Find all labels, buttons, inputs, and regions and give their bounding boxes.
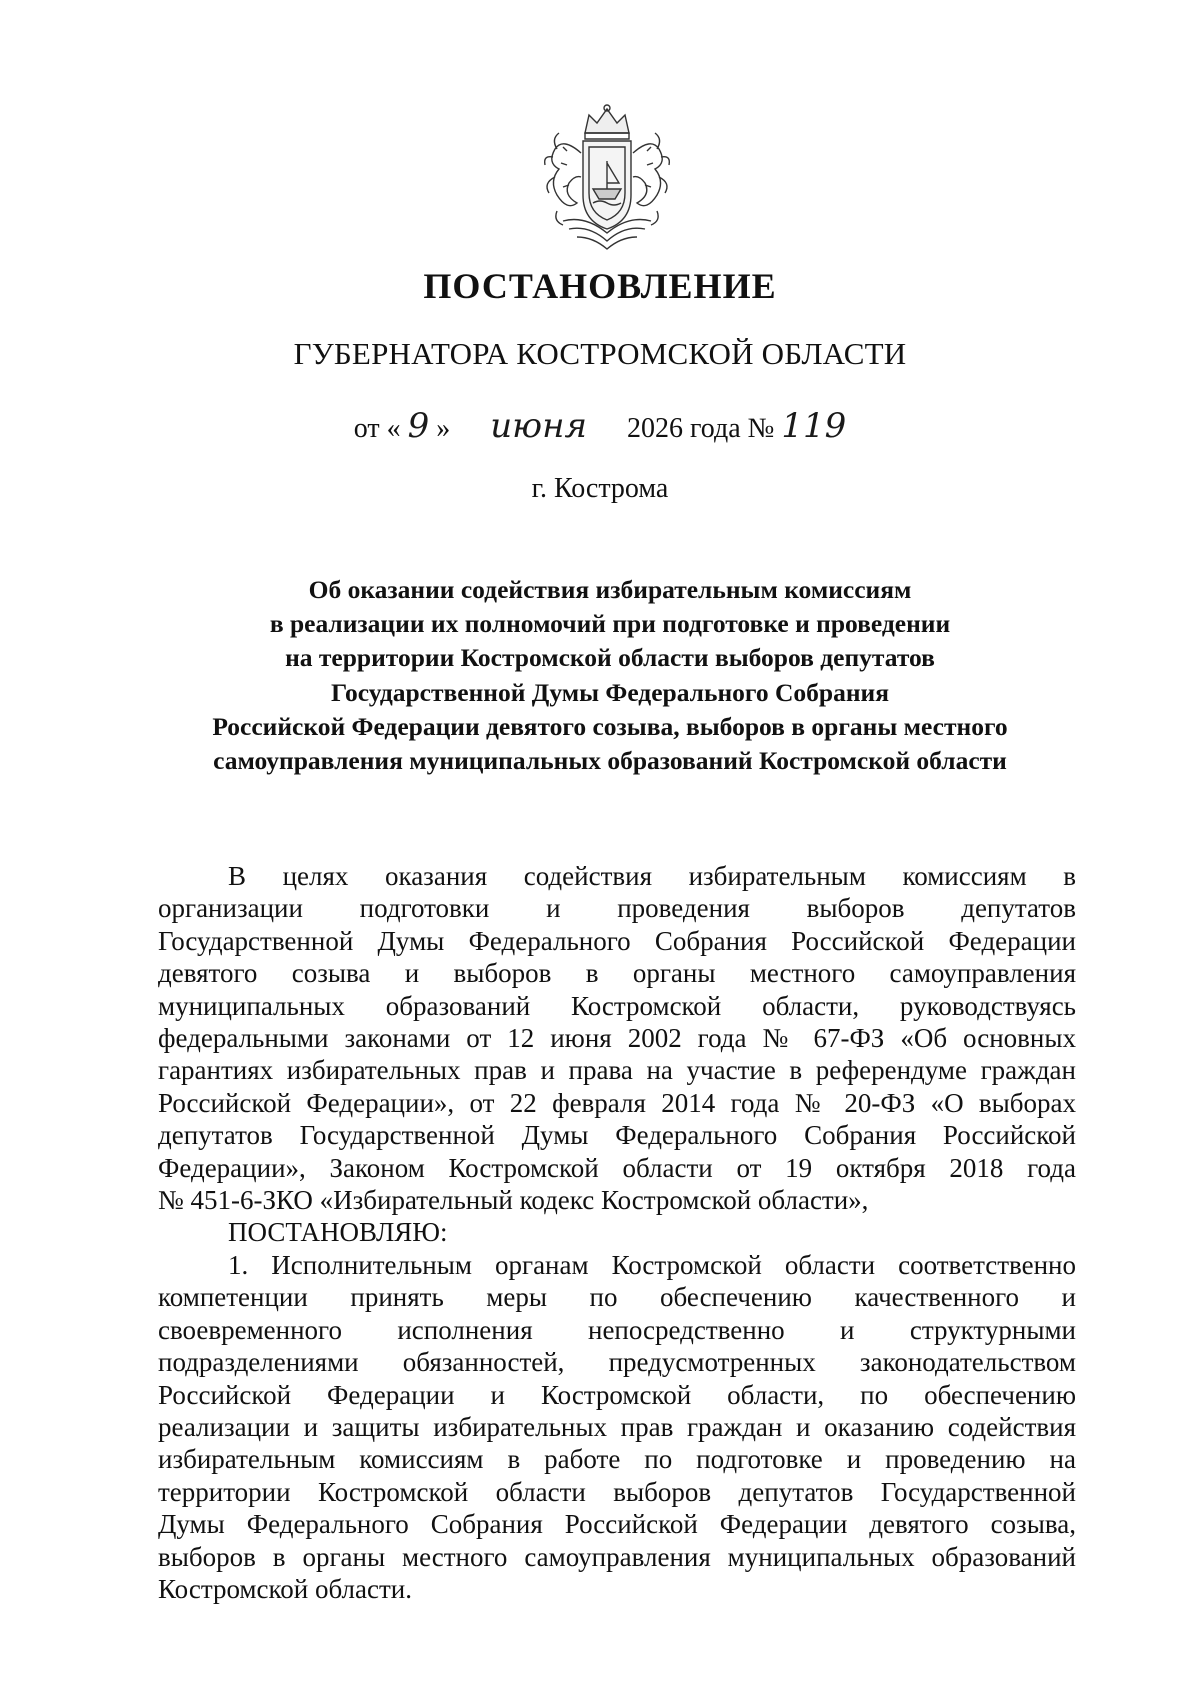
- resolve-keyword: ПОСТАНОВЛЯЮ:: [228, 1217, 448, 1248]
- body-line: избирательным комиссиям в работе по подготовке и проведению на: [158, 1444, 1076, 1475]
- body-line: муниципальных образований Костромской области, руководствуясь: [158, 990, 1076, 1021]
- place-of-issue: г. Кострома: [531, 473, 669, 504]
- title-line: на территории Костромской области выборов депутатов: [285, 643, 935, 673]
- body-line: девятого созыва и выборов в органы местного самоуправления: [158, 958, 1076, 989]
- date-day-close: »: [436, 413, 451, 444]
- body-line: федеральными законами от 12 июня 2002 года № 67-ФЗ «Об основных: [158, 1023, 1076, 1054]
- resolution-body: [158, 860, 1076, 1605]
- body-line: Федерации», Законом Костромской области от 19 октября 2018 года: [158, 1152, 1076, 1183]
- date-year-text: 2026 года №: [626, 413, 775, 444]
- body-line: подразделениями обязанностей, предусмотренных законодательством: [158, 1347, 1076, 1378]
- issuer-heading: ГУБЕРНАТОРА КОСТРОМСКОЙ ОБЛАСТИ: [293, 336, 907, 371]
- body-line: Костромской области.: [158, 1573, 412, 1604]
- body-line: территории Костромской области выборов депутатов Государственной: [158, 1476, 1076, 1507]
- handwritten-month: июня: [490, 406, 587, 446]
- body-line: депутатов Государственной Думы Федерального Собрания Российской: [158, 1120, 1076, 1151]
- body-line: В целях оказания содействия избирательным комиссиям в: [228, 861, 1076, 891]
- handwritten-day: 9: [407, 406, 430, 446]
- date-number-line: [0, 407, 1200, 448]
- body-line: Думы Федерального Собрания Российской Федерации девятого созыва,: [158, 1509, 1076, 1540]
- body-line: выборов в органы местного самоуправления муниципальных образований: [158, 1541, 1076, 1572]
- body-line: организации подготовки и проведения выборов депутатов: [158, 893, 1076, 924]
- date-prefix: от «: [353, 413, 401, 444]
- document-type-heading: ПОСТАНОВЛЕНИЕ: [423, 266, 777, 306]
- title-line: Российской Федерации девятого созыва, выборов в органы местного: [212, 711, 1008, 741]
- title-line: в реализации их полномочий при подготовке и проведении: [269, 609, 951, 639]
- resolution-title: [150, 573, 1070, 778]
- body-line: Государственной Думы Федерального Собрания Российской Федерации: [158, 925, 1076, 956]
- coat-of-arms-emblem: [533, 103, 681, 256]
- body-line: 1. Исполнительным органам Костромской области соответственно: [228, 1249, 1076, 1280]
- body-line: компетенции принять меры по обеспечению качественного и: [158, 1282, 1076, 1313]
- body-line: Российской Федерации», от 22 февраля 2014 года № 20-ФЗ «О выборах: [158, 1087, 1076, 1118]
- body-line: № 451-6-ЗКО «Избирательный кодекс Костромской области»,: [158, 1185, 869, 1216]
- title-line: самоуправления муниципальных образований Костромской области: [213, 746, 1007, 776]
- body-line: своевременного исполнения непосредственно и структурными: [158, 1314, 1076, 1345]
- title-line: Об оказании содействия избирательным комиссиям: [308, 575, 912, 604]
- title-line: Государственной Думы Федерального Собрания: [330, 677, 890, 707]
- handwritten-number: 119: [781, 406, 847, 446]
- body-line: реализации и защиты избирательных прав граждан и оказанию содействия: [158, 1411, 1076, 1442]
- body-line: Российской Федерации и Костромской области, по обеспечению: [158, 1379, 1076, 1410]
- body-line: гарантиях избирательных прав и права на участие в референдуме граждан: [158, 1055, 1076, 1086]
